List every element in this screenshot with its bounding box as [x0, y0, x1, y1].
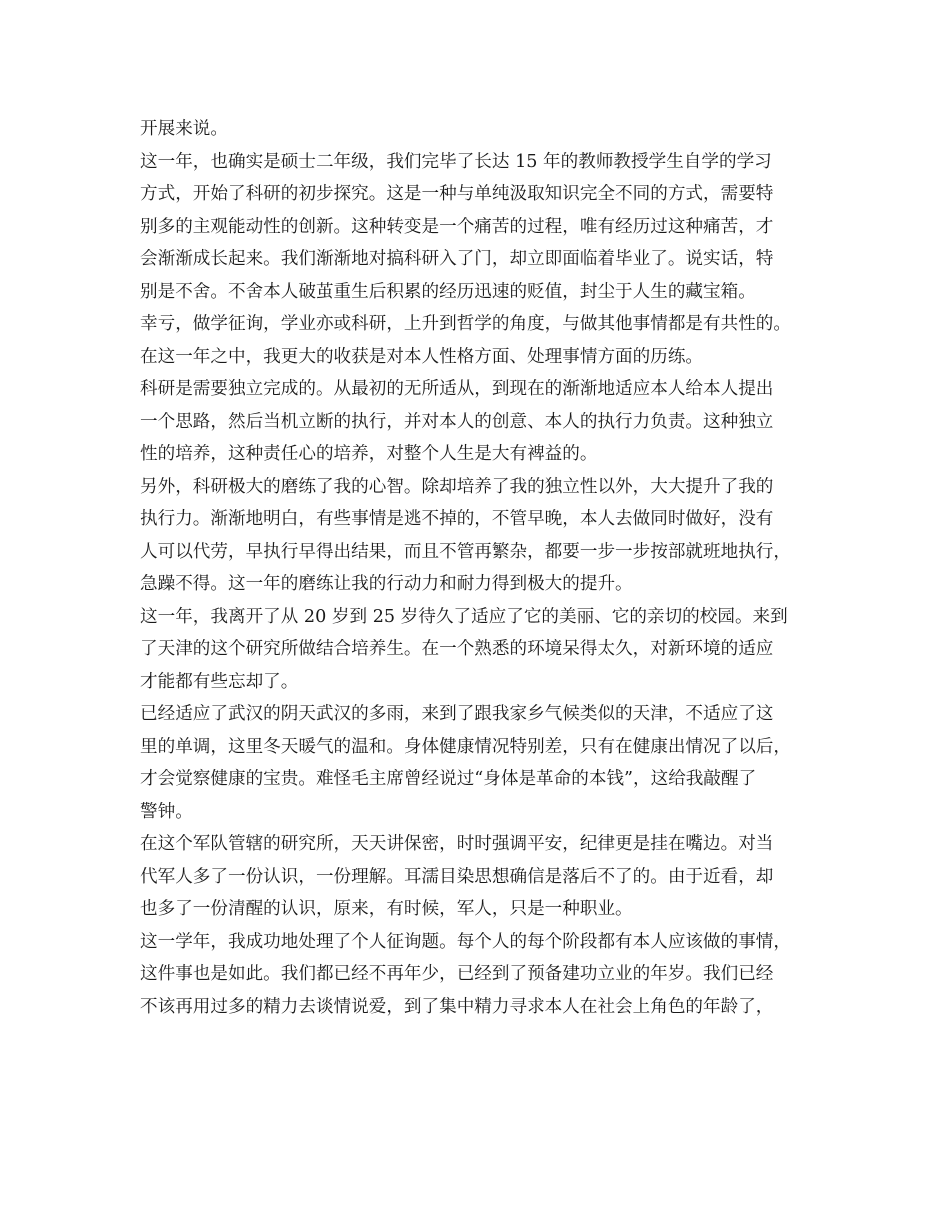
text-line: 这一年，我离开了从 20 岁到 25 岁待久了适应了它的美丽、它的亲切的校园。来到: [140, 606, 788, 627]
text-line: 性的培养，这种责任心的培养，对整个人生是大有裨益的。: [140, 444, 598, 464]
text-line: 了天津的这个研究所做结合培养生。在一个熟悉的环境呆得太久，对新环境的适应: [140, 639, 774, 659]
text-line: 才会觉察健康的宝贵。难怪毛主席曾经说过“身体是革命的本钱”，这给我敲醒了: [140, 769, 757, 789]
text-line: 里的单调，这里冬天暖气的温和。身体健康情况特别差，只有在健康出情况了以后，: [140, 736, 791, 757]
text-line: 别是不舍。不舍本人破茧重生后积累的经历迅速的贬值，封尘于人生的藏宝箱。: [140, 281, 756, 302]
text-line: 在这一年之中，我更大的收获是对本人性格方面、处理事情方面的历练。: [140, 346, 704, 367]
text-line: 别多的主观能动性的创新。这种转变是一个痛苦的过程，唯有经历过这种痛苦，才: [140, 216, 774, 237]
text-line: 幸亏，做学征询，学业亦或科研，上升到哲学的角度，与做其他事情都是有共性的。: [140, 314, 791, 334]
text-line: 警钟。: [140, 801, 193, 822]
text-line: 才能都有些忘却了。: [140, 671, 299, 692]
text-line: 这件事也是如此。我们都已经不再年少，已经到了预备建功立业的年岁。我们已经: [140, 964, 774, 984]
document-body: [140, 113, 830, 1023]
text-line: 一个思路，然后当机立断的执行，并对本人的创意、本人的执行力负责。这种独立: [140, 411, 774, 432]
text-line: 另外，科研极大的磨练了我的心智。除却培养了我的独立性以外，大大提升了我的: [140, 476, 774, 497]
text-line: 人可以代劳，早执行早得出结果，而且不管再繁杂，都要一步一步按部就班地执行，: [140, 541, 791, 562]
text-line: 执行力。渐渐地明白，有些事情是逃不掉的，不管早晚，本人去做同时做好，没有: [140, 509, 774, 529]
text-line: 已经适应了武汉的阴天武汉的多雨，来到了跟我家乡气候类似的天津，不适应了这: [140, 704, 774, 724]
text-line: 在这个军队管辖的研究所，天天讲保密，时时强调平安，纪律更是挂在嘴边。对当: [140, 834, 774, 854]
text-line: 急躁不得。这一年的磨练让我的行动力和耐力得到极大的提升。: [140, 574, 633, 594]
text-line: 开展来说。: [140, 119, 228, 139]
text-line: 方式，开始了科研的初步探究。这是一种与单纯汲取知识完全不同的方式，需要特: [140, 184, 774, 204]
text-line: 这一年，也确实是硕士二年级，我们完毕了长达 15 年的教师教授学生自学的学习: [140, 151, 772, 172]
text-line: 代军人多了一份认识，一份理解。耳濡目染思想确信是落后不了的。由于近看，却: [140, 866, 774, 887]
text-line: 不该再用过多的精力去谈情说爱，到了集中精力寻求本人在社会上角色的年龄了，: [140, 996, 774, 1017]
text-line: 会渐渐成长起来。我们渐渐地对搞科研入了门，却立即面临着毕业了。说实话，特: [140, 249, 774, 269]
text-line: 也多了一份清醒的认识，原来，有时候，军人，只是一种职业。: [140, 899, 633, 919]
text-line: 这一学年，我成功地处理了个人征询题。每个人的每个阶段都有本人应该做的事情，: [140, 931, 791, 952]
text-line: 科研是需要独立完成的。从最初的无所适从，到现在的渐渐地适应本人给本人提出: [140, 379, 774, 399]
